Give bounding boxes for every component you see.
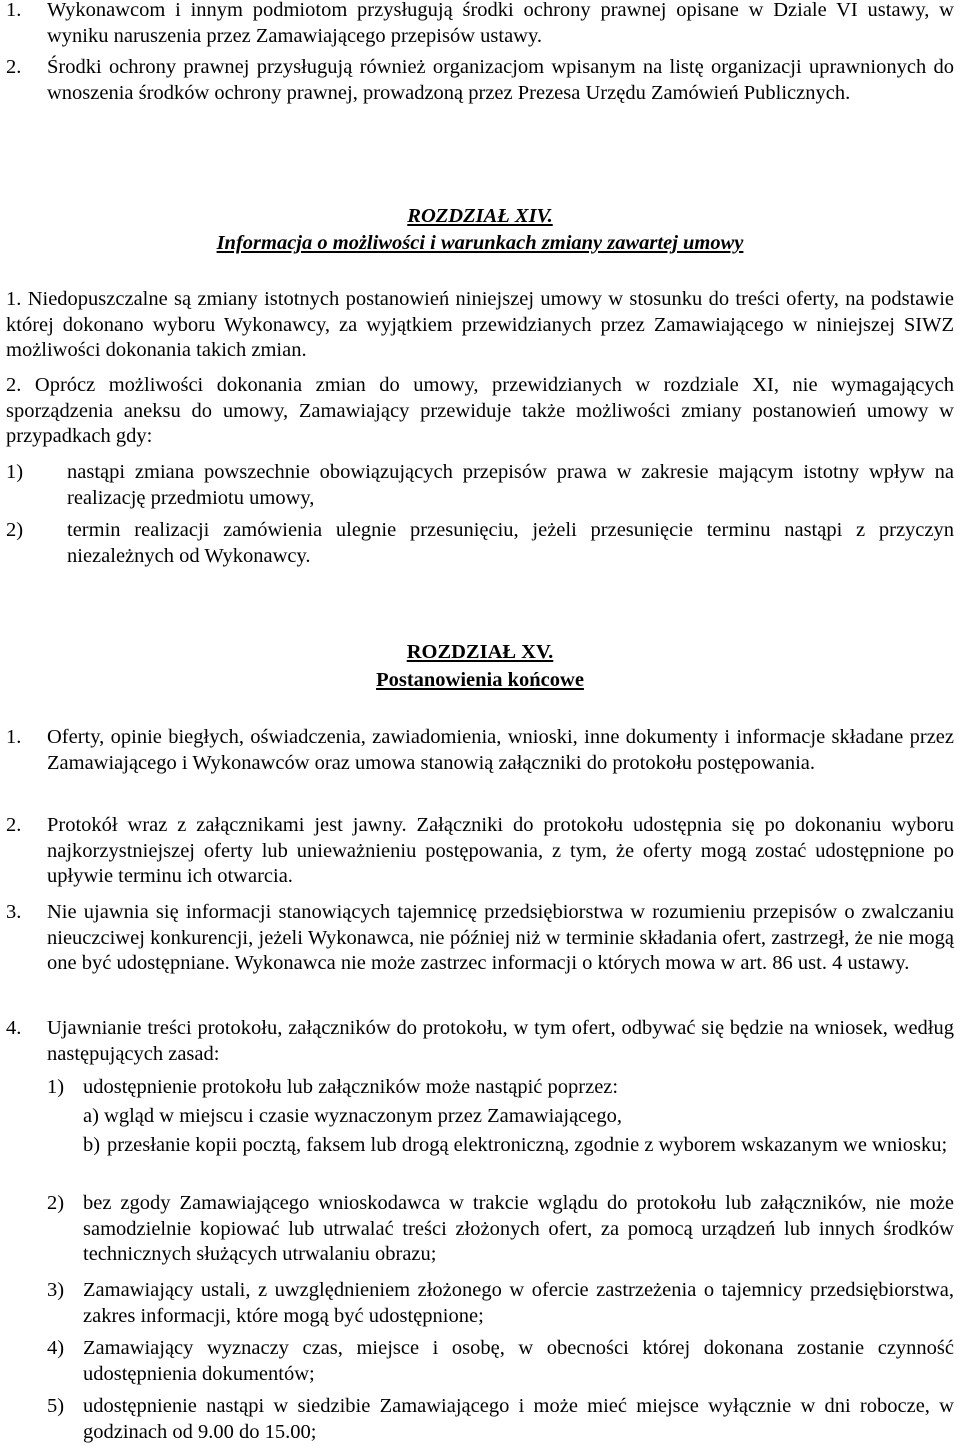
list-item	[6, 725, 954, 776]
list-item	[6, 0, 954, 49]
item-text: Protokół wraz z załącznikami jest jawny. Załączniki do protokołu udostępnia się po dokonaniu wyboru najkorzystniejszej oferty lub unieważnieniu postępowania, z tym, że oferty mogą zostać udostępnione po upływie terminu ich otwarcia.	[47, 814, 954, 888]
chapter-title: ROZDZIAŁ XIV.	[407, 205, 553, 227]
item-number: 1.	[6, 726, 22, 748]
list-item	[47, 1394, 954, 1445]
list-item	[83, 1104, 954, 1130]
item-text: udostępnienie protokołu lub załączników może nastąpić poprzez:	[83, 1076, 619, 1098]
list-item	[6, 55, 954, 106]
item-number: 4.	[6, 1017, 22, 1039]
list-item	[83, 1133, 954, 1159]
item-text: Zamawiający wyznaczy czas, miejsce i osobę, w obecności której dokonana zostanie czynność udostępnienia dokumentów;	[83, 1337, 954, 1385]
item-text: Zamawiający ustali, z uwzględnieniem złożonego w ofercie zastrzeżenia o tajemnicy przedsiębiorstwa, zakres informacji, które mogą być udostępnione;	[83, 1279, 954, 1327]
item-text: Niedopuszczalne są zmiany istotnych postanowień niniejszej umowy w stosunku do treści oferty, na podstawie której dokonano wyboru Wykonawcy, za wyjątkiem przewidzianych przez Zamawiającego w niniejszej SIWZ możliwości dokonania takich zmian.	[6, 288, 954, 362]
chapter-subtitle: Postanowienia końcowe	[376, 669, 584, 691]
item-number: 4)	[47, 1337, 65, 1359]
item-text: Oferty, opinie biegłych, oświadczenia, zawiadomienia, wnioski, inne dokumenty i informacje składane przez Zamawiającego i Wykonawców oraz umowa stanowią załączniki do protokołu postępowania.	[47, 726, 954, 774]
item-number: 1.	[6, 0, 22, 21]
list-item	[6, 518, 954, 569]
list-item	[6, 813, 954, 890]
item-number: 2.	[6, 374, 22, 396]
item-number: 2.	[6, 56, 22, 78]
list-item	[47, 1191, 954, 1268]
item-text: bez zgody Zamawiającego wnioskodawca w trakcie wglądu do protokołu lub załączników, nie może samodzielnie kopiować lub utrwalać treści złożonych ofert, za pomocą urządzeń lub innych środków technicznych służących utrwalaniu obrazu;	[83, 1192, 954, 1266]
item-number: 3)	[47, 1279, 65, 1301]
paragraph	[6, 287, 954, 364]
item-text: Oprócz możliwości dokonania zmian do umowy, przewidzianych w rozdziale XI, nie wymagających sporządzenia aneksu do umowy, Zamawiający przewiduje także możliwości zmiany postanowień umowy w przypadkach gdy:	[6, 374, 955, 448]
item-text: termin realizacji zamówienia ulegnie przesunięciu, jeżeli przesunięcie terminu nastąpi z przyczyn niezależnych od Wykonawcy.	[67, 519, 954, 567]
item-text: nastąpi zmiana powszechnie obowiązujących przepisów prawa w zakresie mającym istotny wpływ na realizację przedmiotu umowy,	[67, 461, 954, 509]
paragraph	[6, 373, 954, 450]
item-text: a) wgląd w miejscu i czasie wyznaczonym przez Zamawiającego,	[83, 1105, 623, 1127]
item-number: 1)	[47, 1076, 65, 1098]
item-text: Ujawnianie treści protokołu, załączników do protokołu, w tym ofert, odbywać się będzie na wniosek, według następujących zasad:	[47, 1017, 954, 1065]
item-text: Nie ujawnia się informacji stanowiących tajemnicę przedsiębiorstwa w rozumieniu przepisów o zwalczaniu nieuczciwej konkurencji, jeżeli Wykonawca, nie później niż w terminie składania ofert, zastrzegł, że nie mogą one być udostępniane. Wykonawca nie może zastrzec informacji o których mowa w art. 86 ust. 4 ustawy.	[47, 901, 954, 975]
chapter-title: ROZDZIAŁ XV.	[406, 641, 554, 663]
item-number: 2)	[47, 1192, 65, 1214]
list-item	[47, 1075, 954, 1101]
item-number: 2)	[6, 519, 24, 541]
list-item	[47, 1278, 954, 1329]
item-number: b)	[83, 1134, 101, 1156]
list-item	[6, 460, 954, 511]
item-number: 5)	[47, 1395, 65, 1417]
item-text: Wykonawcom i innym podmiotom przysługują środki ochrony prawnej opisane w Dziale VI ustawy, w wyniku naruszenia przez Zamawiającego przepisów ustawy.	[47, 0, 954, 47]
item-number: 3.	[6, 901, 22, 923]
chapter-subtitle: Informacja o możliwości i warunkach zmiany zawartej umowy	[216, 232, 744, 254]
item-text: udostępnienie nastąpi w siedzibie Zamawiającego i może mieć miejsce wyłącznie w dni robocze, w godzinach od 9.00 do 15.00;	[83, 1395, 954, 1443]
list-item	[6, 1016, 954, 1067]
item-number: 2.	[6, 814, 22, 836]
item-text: przesłanie kopii pocztą, faksem lub drogą elektroniczną, zgodnie z wyborem wskazanym we wniosku;	[107, 1134, 948, 1156]
item-text: Środki ochrony prawnej przysługują również organizacjom wpisanym na listę organizacji uprawnionych do wnoszenia środków ochrony prawnej, prowadzoną przez Prezesa Urzędu Zamówień Publicznych.	[47, 56, 954, 104]
list-item	[47, 1336, 954, 1387]
list-item	[6, 900, 954, 977]
item-number: 1)	[6, 461, 24, 483]
item-number: 1.	[6, 288, 22, 310]
